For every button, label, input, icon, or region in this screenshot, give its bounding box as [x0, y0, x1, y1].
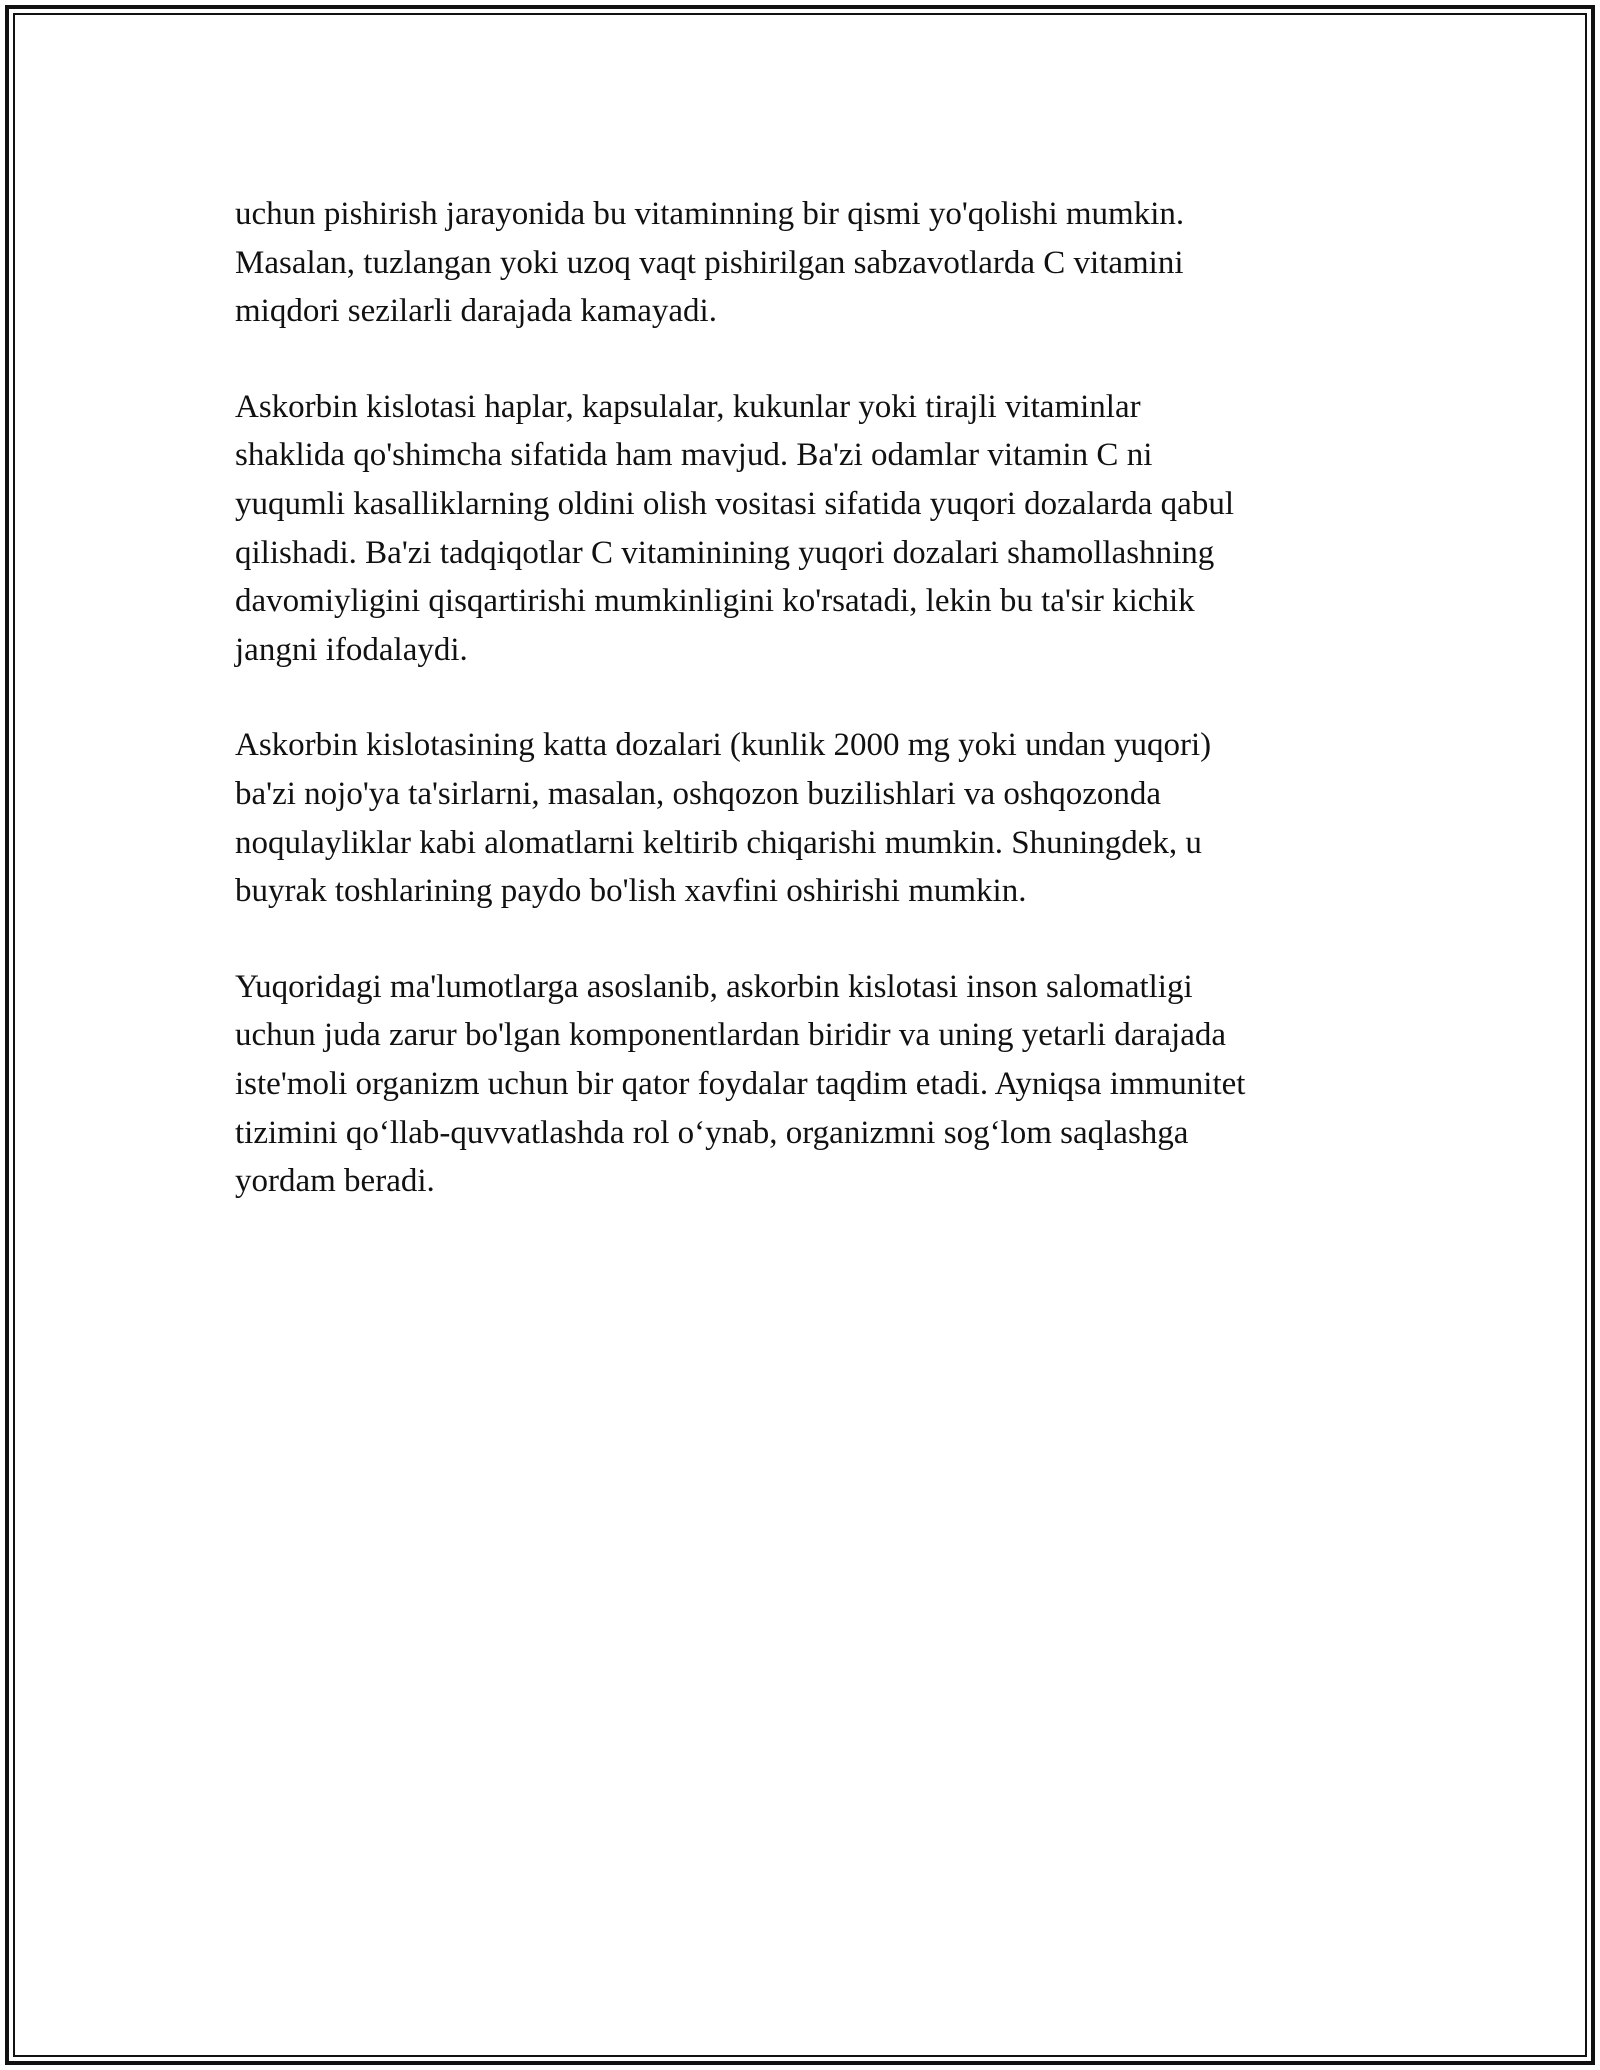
paragraph-1: uchun pishirish jarayonida bu vitaminning bir qismi yo'qolishi mumkin. Masalan, tuzlangan yoki uzoq vaqt pishirilgan sabzavotlarda C vitamini miqdori sezilarli darajada kamayadi.: [235, 196, 1185, 330]
paragraph-2: Askorbin kislotasi haplar, kapsulalar, kukunlar yoki tirajli vitaminlar shaklida qo'shimcha sifatida ham mavjud. Ba'zi odamlar vitamin C ni yuqumli kasalliklarning oldini olish vositasi sifatida yuqori dozalarda qabul qilishadi. Ba'zi tadqiqotlar C vitaminining yuqori dozalari shamollashning davomiyligini qisqartirishi mumkinligini ko'rsatadi, lekin bu ta'sir kichik jangni ifodalaydi.: [235, 388, 1234, 668]
paragraph-4: Yuqoridagi ma'lumotlarga asoslanib, askorbin kislotasi inson salomatligi uchun juda zarur bo'lgan komponentlardan biridir va uning yetarli darajada iste'moli organizm uchun bir qator foydalar taqdim etadi. Ayniqsa immunitet tizimini qo‘llab-quvvatlashda rol o‘ynab, organizmni sog‘lom saqlashga yordam beradi.: [235, 968, 1246, 1200]
document-body: [235, 190, 1375, 1253]
paragraph-3: Askorbin kislotasining katta dozalari (kunlik 2000 mg yoki undan yuqori) ba'zi nojo'ya ta'sirlarni, masalan, oshqozon buzilishlari va oshqozonda noqulayliklar kabi alomatlarni keltirib chiqarishi mumkin. Shuningdek, u buyrak toshlarining paydo bo'lish xavfini oshirishi mumkin.: [235, 727, 1212, 910]
